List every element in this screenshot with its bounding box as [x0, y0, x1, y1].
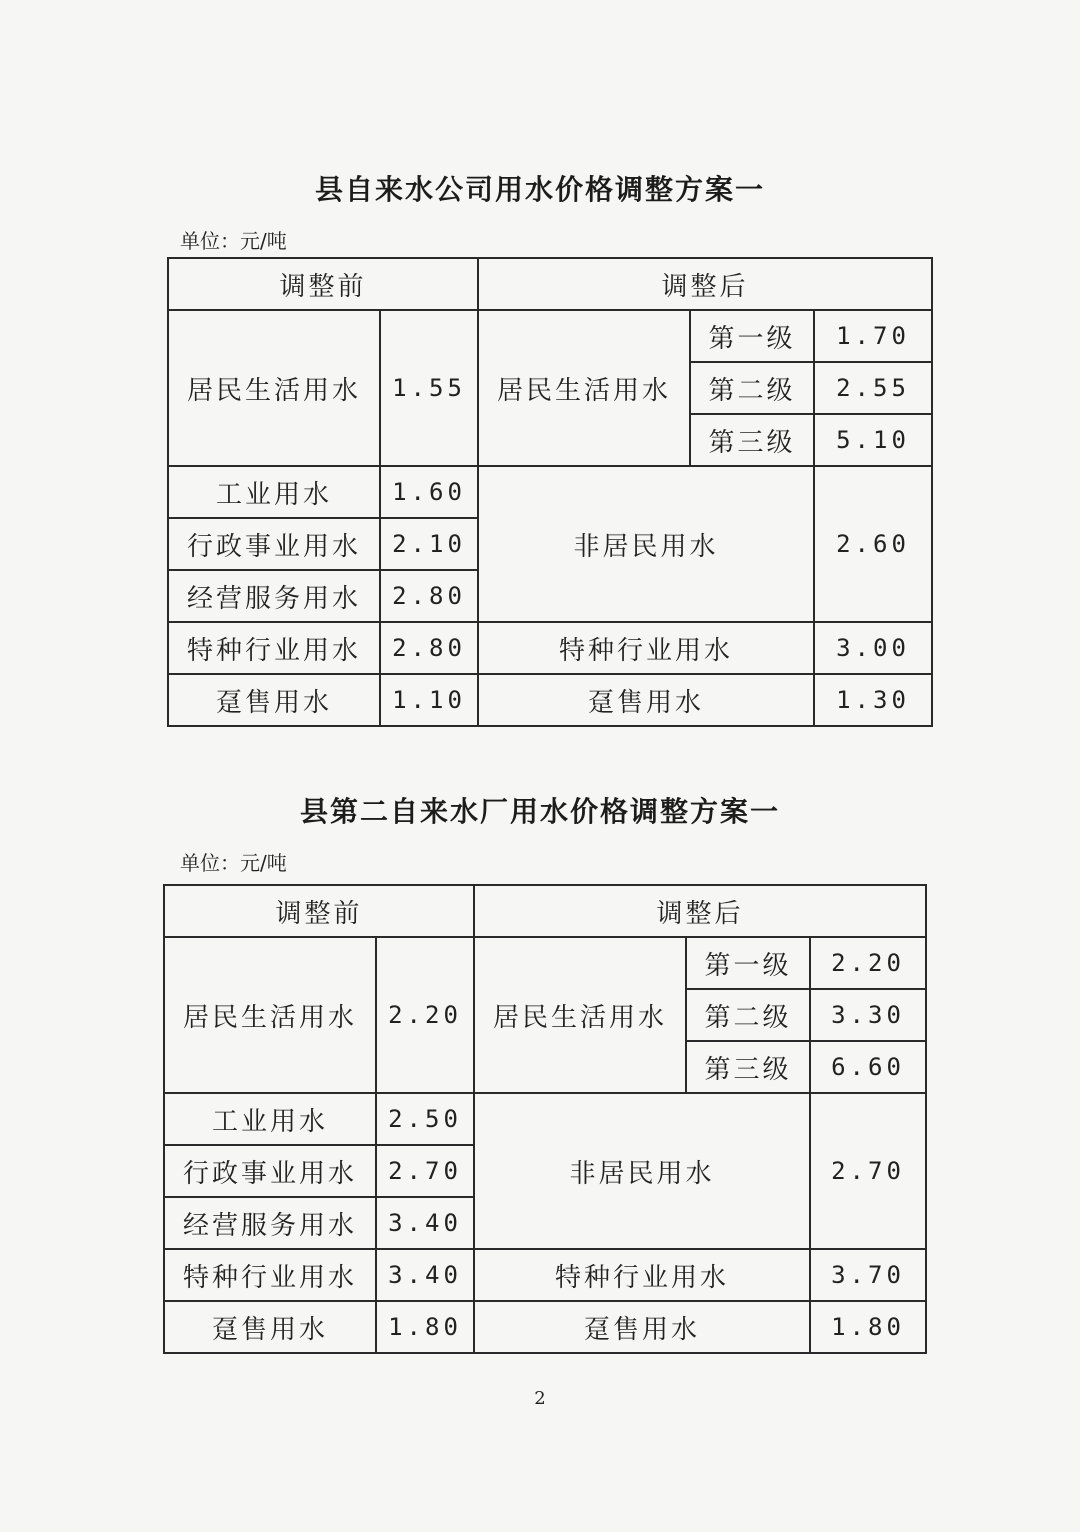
special-after-label: 特种行业用水 [474, 1249, 810, 1301]
table-row [164, 1301, 926, 1353]
residential-before-label: 居民生活用水 [164, 937, 376, 1093]
wholesale-after-label: 趸售用水 [474, 1301, 810, 1353]
tier-value: 2.55 [814, 362, 932, 414]
category-value: 3.40 [376, 1197, 474, 1249]
table-1-price-table [167, 257, 933, 727]
table-row [164, 885, 926, 937]
table-row [164, 937, 926, 989]
category-value: 2.70 [376, 1145, 474, 1197]
special-before-value: 3.40 [376, 1249, 474, 1301]
residential-before-value: 2.20 [376, 937, 474, 1093]
non-residential-after-label: 非居民用水 [474, 1093, 810, 1249]
header-before: 调整前 [164, 885, 474, 937]
page-number: 2 [534, 1388, 546, 1409]
residential-before-label: 居民生活用水 [168, 310, 380, 466]
table-1-unit: 单位：元/吨 [180, 229, 287, 253]
wholesale-before-label: 趸售用水 [164, 1301, 376, 1353]
tier-label: 第三级 [690, 414, 814, 466]
tier-value: 3.30 [810, 989, 926, 1041]
table-2-title: 县第二自来水厂用水价格调整方案一 [299, 795, 780, 828]
table-row [168, 258, 932, 310]
table-row [168, 674, 932, 726]
wholesale-after-label: 趸售用水 [478, 674, 814, 726]
wholesale-before-value: 1.80 [376, 1301, 474, 1353]
special-before-value: 2.80 [380, 622, 478, 674]
table-1-title: 县自来水公司用水价格调整方案一 [314, 173, 765, 206]
table-row [168, 310, 932, 362]
category-label: 经营服务用水 [168, 570, 380, 622]
category-label: 经营服务用水 [164, 1197, 376, 1249]
category-label: 行政事业用水 [168, 518, 380, 570]
non-residential-after-label: 非居民用水 [478, 466, 814, 622]
table-2-price-table [163, 884, 927, 1354]
wholesale-before-label: 趸售用水 [168, 674, 380, 726]
tier-value: 2.20 [810, 937, 926, 989]
table-row [168, 622, 932, 674]
category-value: 1.60 [380, 466, 478, 518]
special-after-label: 特种行业用水 [478, 622, 814, 674]
tier-value: 5.10 [814, 414, 932, 466]
non-residential-after-value: 2.60 [814, 466, 932, 622]
header-before: 调整前 [168, 258, 478, 310]
category-label: 工业用水 [168, 466, 380, 518]
tier-label: 第二级 [690, 362, 814, 414]
special-before-label: 特种行业用水 [168, 622, 380, 674]
category-label: 行政事业用水 [164, 1145, 376, 1197]
tier-label: 第一级 [690, 310, 814, 362]
table-2-unit: 单位：元/吨 [180, 851, 287, 875]
category-label: 工业用水 [164, 1093, 376, 1145]
category-value: 2.80 [380, 570, 478, 622]
tier-label: 第二级 [686, 989, 810, 1041]
header-after: 调整后 [478, 258, 932, 310]
special-before-label: 特种行业用水 [164, 1249, 376, 1301]
wholesale-after-value: 1.30 [814, 674, 932, 726]
category-value: 2.10 [380, 518, 478, 570]
header-after: 调整后 [474, 885, 926, 937]
tier-label: 第一级 [686, 937, 810, 989]
residential-after-label: 居民生活用水 [474, 937, 686, 1093]
wholesale-after-value: 1.80 [810, 1301, 926, 1353]
category-value: 2.50 [376, 1093, 474, 1145]
table-row [168, 466, 932, 518]
wholesale-before-value: 1.10 [380, 674, 478, 726]
tier-label: 第三级 [686, 1041, 810, 1093]
table-row [164, 1093, 926, 1145]
tier-value: 6.60 [810, 1041, 926, 1093]
table-row [164, 1249, 926, 1301]
residential-after-label: 居民生活用水 [478, 310, 690, 466]
special-after-value: 3.00 [814, 622, 932, 674]
residential-before-value: 1.55 [380, 310, 478, 466]
tier-value: 1.70 [814, 310, 932, 362]
non-residential-after-value: 2.70 [810, 1093, 926, 1249]
special-after-value: 3.70 [810, 1249, 926, 1301]
